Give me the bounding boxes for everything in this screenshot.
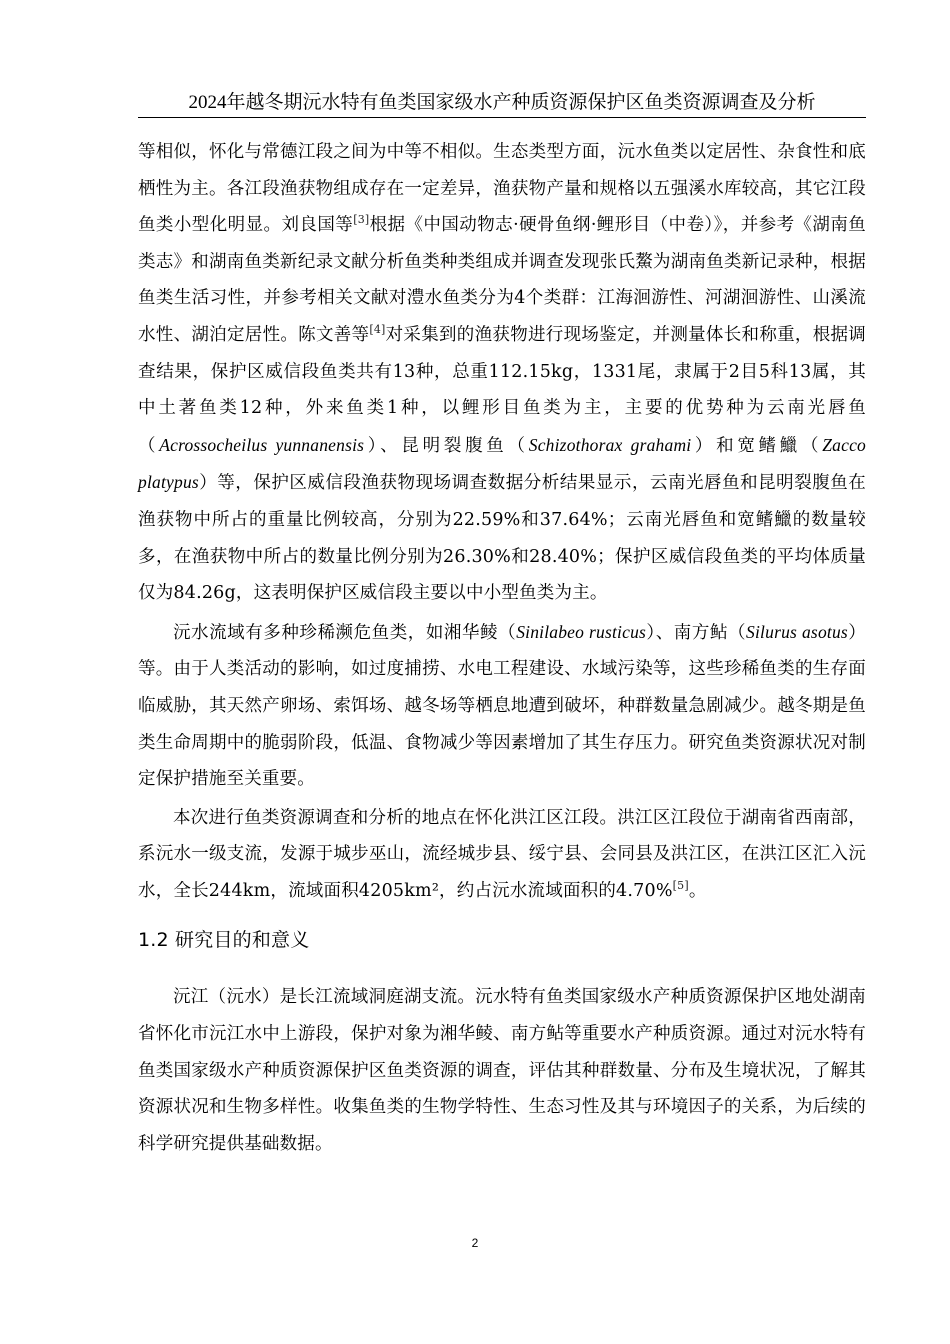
paragraph-literature-review	[138, 134, 866, 612]
page-body	[138, 134, 866, 1162]
header-rule	[138, 117, 866, 118]
citation-ref: [5]	[672, 878, 689, 892]
paragraph-text: 沅水流域有多种珍稀濒危鱼类，如湘华鲮（	[173, 622, 517, 643]
paragraph-study-site	[138, 800, 866, 910]
scientific-name: Zacco platypus	[138, 434, 866, 493]
scientific-name: Schizothorax grahami	[528, 434, 692, 455]
paragraph-text: ）、南方鲇（	[646, 622, 747, 643]
paragraph-endangered-species	[138, 614, 866, 798]
paragraph-text: 对采集到的渔获物进行现场鉴定，并测量体长和称重，根据调查结果，保护区威信段鱼类共有13种，总重112.15kg，1331尾，隶属于2目5科13属，其中土著鱼类12种，外来鱼类1种，以鲤形目鱼类为主，主要的优势种为云南光唇鱼（	[138, 324, 866, 456]
page-number: 2	[471, 1236, 479, 1250]
scientific-name: Silurus asotus	[746, 621, 848, 642]
paragraph-text: 。	[688, 880, 707, 901]
section-heading: 1.2 研究目的和意义	[138, 929, 310, 952]
paragraph-text: ）和宽鳍鱲（	[691, 435, 823, 456]
paragraph-text: ）、昆明裂腹鱼（	[364, 435, 529, 456]
paragraph-text: 沅江（沅水）是长江流域洞庭湖支流。沅水特有鱼类国家级水产种质资源保护区地处湖南省怀化市沅江水中上游段，保护对象为湘华鲮、南方鲇等重要水产种质资源。通过对沅水特有鱼类国家级水产种质资源保护区鱼类资源的调查，评估其种群数量、分布及生境状况，了解其资源状况和生物多样性。收集鱼类的生物学特性、生态习性及其与环境因子的关系，为后续的科学研究提供基础数据。	[138, 987, 866, 1154]
paragraph-text: 等相似，怀化与常德江段之间为中等不相似。生态类型方面，沅水鱼类以定居性、杂食性和底栖性为主。各江段渔获物组成存在一定差异，渔获物产量和规格以五强溪水库较高，其它江段鱼类小型化明显。刘良国等	[138, 142, 866, 236]
citation-ref: [4]	[369, 322, 386, 336]
scientific-name: Acrossocheilus yunnanensis	[159, 434, 365, 455]
citation-ref: [3]	[353, 213, 370, 227]
paragraph-text: 根据《中国动物志·硬骨鱼纲·鲤形目（中卷）》，并参考《湖南鱼类志》和湖南鱼类新纪录文献分析鱼类种类组成并调查发现张氏鰲为湖南鱼类新记录种，根据鱼类生活习性，并参考相关文献对澧水鱼类分为4个类群：江海洄游性、河湖洄游性、山溪流水性、湖泊定居性。陈文善等	[138, 215, 867, 345]
running-header-title: 2024年越冬期沅水特有鱼类国家级水产种质资源保护区鱼类资源调查及分析	[188, 92, 816, 113]
paragraph-text: 本次进行鱼类资源调查和分析的地点在怀化洪江区江段。洪江区江段位于湖南省西南部，系沅水一级支流，发源于城步巫山，流经城步县、绥宁县、会同县及洪江区，在洪江区汇入沅水，全长244km，流域面积4205km²，约占沅水流域面积的4.70%	[138, 807, 866, 901]
paragraph-text: ）等。由于人类活动的影响，如过度捕捞、水电工程建设、水域污染等，这些珍稀鱼类的生存面临威胁，其天然产卵场、索饵场、越冬场等栖息地遭到破坏，种群数量急剧减少。越冬期是鱼类生命周期中的脆弱阶段，低温、食物减少等因素增加了其生存压力。研究鱼类资源状况对制定保护措施至关重要。	[138, 622, 866, 790]
scientific-name: Sinilabeo rusticus	[516, 621, 647, 642]
paragraph-text: ）等，保护区威信段渔获物现场调查数据分析结果显示，云南光唇鱼和昆明裂腹鱼在渔获物中所占的重量比例较高，分别为22.59%和37.64%；云南光唇鱼和宽鳍鱲的数量较多，在渔获物中所占的数量比例分别为26.30%和28.40%；保护区威信段鱼类的平均体质量仅为84.26g，这表明保护区威信段主要以中小型鱼类为主。	[138, 473, 866, 604]
paragraph-research-purpose	[138, 979, 866, 1162]
